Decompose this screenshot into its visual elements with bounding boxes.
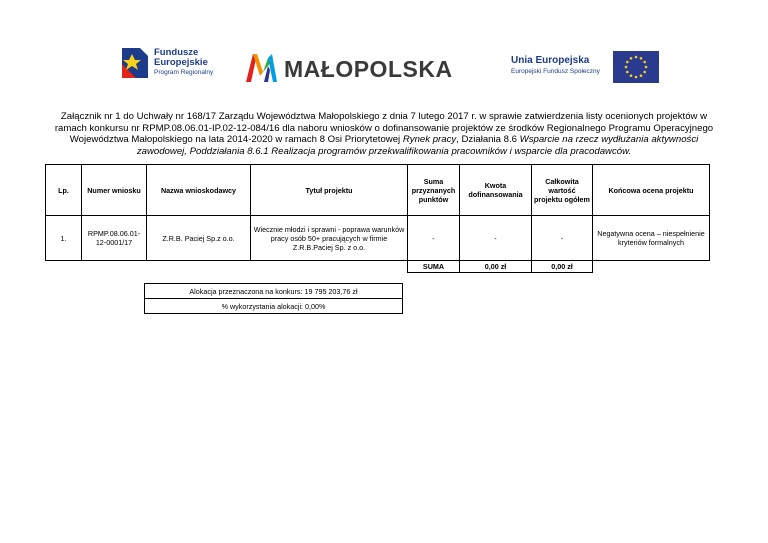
allocation-box — [144, 283, 403, 314]
table-sum-row — [46, 261, 710, 273]
fundusze-europejskie-logo — [118, 44, 228, 84]
malopolska-logo — [244, 50, 474, 86]
sum-wartosc: 0,00 zł — [532, 261, 593, 273]
header-nazwa-wnioskodawcy: Nazwa wnioskodawcy — [147, 165, 251, 216]
header-lp: Lp. — [46, 165, 82, 216]
sum-blank-4 — [251, 261, 408, 273]
sum-blank-5 — [593, 261, 710, 273]
heading-italic-1: Rynek pracy — [402, 134, 457, 146]
sum-blank-3 — [147, 261, 251, 273]
fundusze-line1: Fundusze — [154, 47, 199, 58]
cell-koncowa-ocena: Negatywna ocena – niespełnienie kryteriów formalnych — [593, 216, 710, 261]
ue-line1: Unia Europejska — [511, 55, 590, 66]
results-table — [45, 164, 710, 273]
fundusze-europejskie-emblem-icon — [118, 44, 152, 82]
header-suma-punktow: Suma przyznanych punktów — [408, 165, 460, 216]
cell-numer-wniosku: RPMP.08.06.01-12-0001/17 — [82, 216, 147, 261]
cell-suma-punktow: - — [408, 216, 460, 261]
sum-blank-2 — [82, 261, 147, 273]
malopolska-wordmark: MAŁOPOLSKA — [284, 56, 453, 82]
sum-label: SUMA — [408, 261, 460, 273]
header-numer-wniosku: Numer wniosku — [82, 165, 147, 216]
cell-lp: 1. — [46, 216, 82, 261]
heading-italic-2: Wsparcie na rzecz wydłużania aktywności zawodowej, Poddziałania 8.6.1 Realizacja programów przekwalifikowania pracowników i wsparcie dla pracodawców. — [136, 134, 699, 157]
ue-line2: Europejski Fundusz Społeczny — [511, 68, 600, 75]
document-heading — [44, 111, 724, 157]
cell-nazwa-wnioskodawcy: Z.R.B. Paciej Sp.z o.o. — [147, 216, 251, 261]
eu-flag-icon — [613, 51, 659, 83]
header-calkowita-wartosc: Całkowita wartość projektu ogółem — [532, 165, 593, 216]
allocation-amount: Alokacja przeznaczona na konkurs: 19 795 203,76 zł — [145, 284, 403, 299]
sum-blank-1 — [46, 261, 82, 273]
cell-kwota-dofinansowania: - — [460, 216, 532, 261]
header-kwota-dofinansowania: Kwota dofinansowania — [460, 165, 532, 216]
table-row — [46, 216, 710, 261]
unia-europejska-logo — [511, 51, 651, 85]
heading-text-1: Załącznik nr 1 do Uchwały nr 168/17 Zarządu Województwa Małopolskiego z dnia 7 lutego 2017 r. w sprawie zatwierdzenia listy ocenionych projektów w ramach konkursu nr RPMP.08.06.01-IP.02-12-084/16 dla naboru wniosków o dofinansowanie projektów ze środków Regionalnego Programu Operacyjnego Województwa Małopolskiego na lata 2014-2020 w ramach 8 Osi Priorytetowej — [54, 111, 714, 146]
fundusze-line3: Program Regionalny — [154, 68, 214, 76]
allocation-usage: % wykorzystania alokacji: 0,00% — [145, 299, 403, 314]
table-header-row — [46, 165, 710, 216]
fundusze-line2: Europejskie — [154, 56, 208, 68]
cell-tytul-projektu: Wiecznie młodzi i sprawni - poprawa warunków pracy osób 50+ pracujących w firmie Z.R.B.Paciej Sp. z o.o. — [251, 216, 408, 261]
heading-text-2: , Działania 8.6 — [456, 134, 520, 146]
header-tytul-projektu: Tytuł projektu — [251, 165, 408, 216]
sum-kwota: 0,00 zł — [460, 261, 532, 273]
header-koncowa-ocena: Końcowa ocena projektu — [593, 165, 710, 216]
cell-calkowita-wartosc: - — [532, 216, 593, 261]
malopolska-m-icon — [244, 50, 280, 84]
